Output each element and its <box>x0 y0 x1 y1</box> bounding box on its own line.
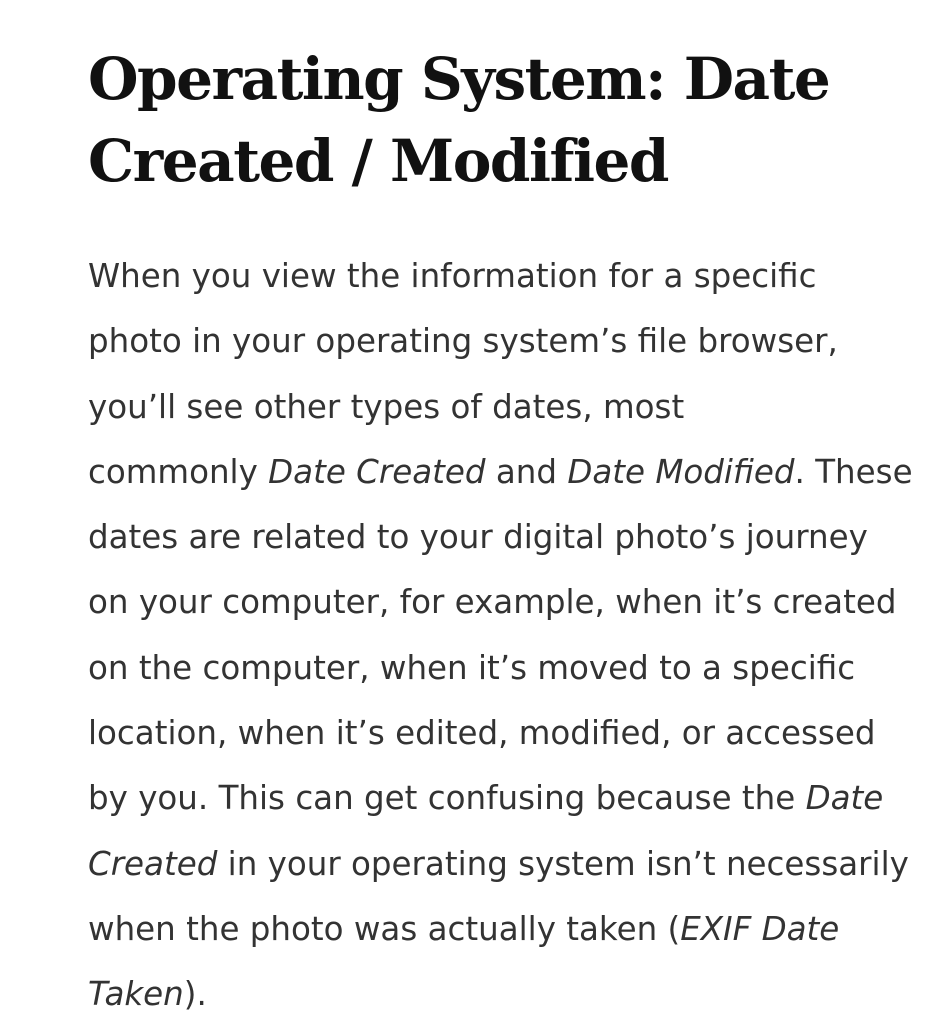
text-run: and <box>485 452 568 491</box>
text-run: by you. This can get confusing because the <box>88 779 806 818</box>
text-run: ). <box>183 975 207 1014</box>
emphasis-exif-date: EXIF Date <box>680 909 840 948</box>
paragraph-line: photo in your operating system’s file browser, <box>88 322 838 361</box>
article-heading <box>88 38 918 202</box>
paragraph-line <box>88 962 918 1027</box>
heading-line: Created / Modified <box>88 127 668 195</box>
article-paragraph <box>88 244 918 1028</box>
text-run: in your operating system isn’t necessarily <box>217 844 909 883</box>
emphasis-created: Created <box>88 844 218 883</box>
emphasis-date-modified: Date Modified <box>567 452 795 491</box>
article <box>88 38 918 1014</box>
paragraph-line <box>88 832 918 897</box>
paragraph-line: on your computer, for example, when it’s created <box>88 583 897 622</box>
text-run: when the photo was actually taken ( <box>88 909 681 948</box>
paragraph-line: on the computer, when it’s moved to a specific <box>88 648 856 687</box>
emphasis-taken: Taken <box>88 975 184 1014</box>
paragraph-line <box>88 897 918 962</box>
heading-line: Operating System: Date <box>88 45 830 113</box>
text-run: commonly <box>88 452 269 491</box>
paragraph-line: When you view the information for a specific <box>88 257 817 295</box>
paragraph-line: dates are related to your digital photo’s journey <box>88 518 868 557</box>
paragraph-line <box>88 766 918 831</box>
paragraph-line: location, when it’s edited, modified, or accessed <box>88 714 876 753</box>
paragraph-line <box>88 440 918 505</box>
emphasis-date-created: Date Created <box>268 452 486 491</box>
text-run: . These <box>794 452 913 491</box>
emphasis-date: Date <box>805 779 884 818</box>
paragraph-line: you’ll see other types of dates, most <box>88 387 685 426</box>
